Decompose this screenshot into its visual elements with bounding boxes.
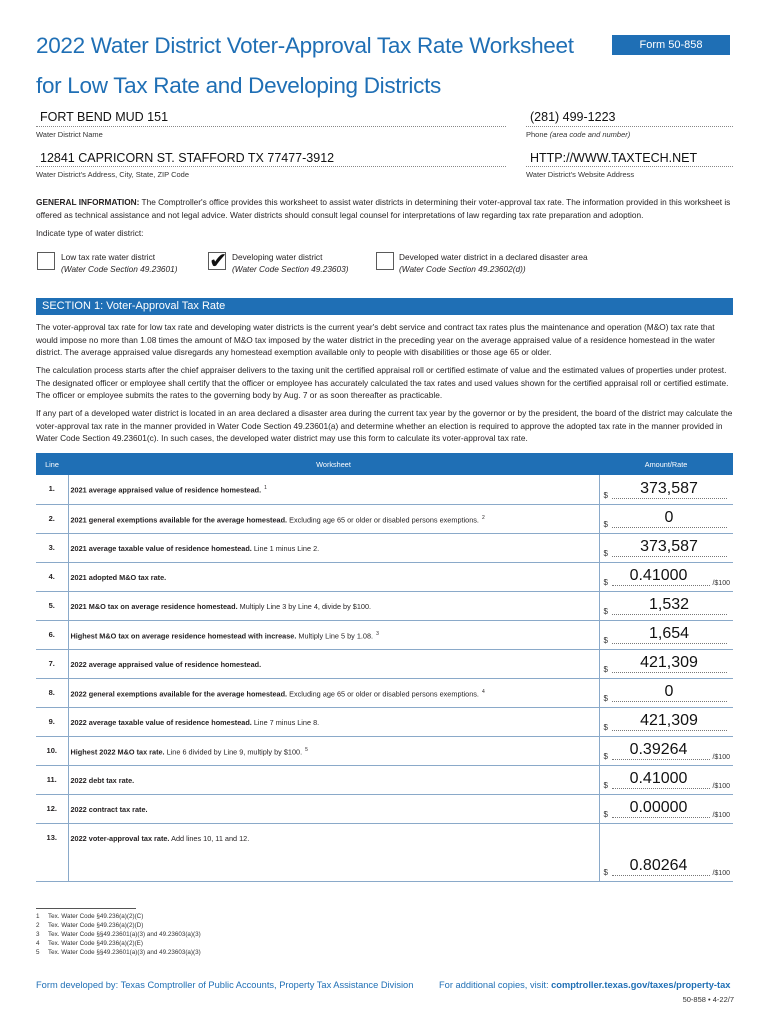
amount-underline — [612, 643, 727, 644]
line-number: 9. — [36, 707, 68, 736]
section-1-paragraph-1: The voter-approval tax rate for low tax rate and developing water districts is the current year's debt service and contract tax rates plus the maintenance and operation (M&O) tax rate that would impose no more than 1.08 times the amount of M&O tax imposed by the water district in the preceding year on the average appraised value of a residence homestead in the water district. The average appraised value disregards any homestead exemption available only to people with disabilities or those age 65 or older. — [36, 322, 715, 357]
amount-underline — [612, 788, 710, 789]
amount-cell — [599, 794, 733, 823]
amount-cell — [599, 736, 733, 765]
website-value[interactable]: HTTP://WWW.TAXTECH.NET — [530, 151, 698, 165]
line-description: 2022 voter-approval tax rate. Add lines 10, 11 and 12. — [68, 823, 599, 881]
line-description: 2021 M&O tax on average residence homestead. Multiply Line 3 by Line 4, divide by $100. — [68, 591, 599, 620]
amount-underline — [612, 875, 710, 876]
currency-symbol: $ — [603, 809, 608, 819]
amount-cell — [599, 765, 733, 794]
line-description: 2021 average appraised value of residence homestead. $^1$ — [68, 475, 599, 504]
line-number: 8. — [36, 678, 68, 707]
checkmark-icon: ✔ — [209, 249, 228, 274]
currency-symbol: $ — [603, 519, 608, 529]
table-row — [36, 475, 733, 504]
table-row — [36, 678, 733, 707]
table-row — [36, 591, 733, 620]
amount-value[interactable]: 0 — [664, 508, 674, 526]
line-number: 4. — [36, 562, 68, 591]
currency-symbol: $ — [603, 548, 608, 558]
amount-cell — [599, 533, 733, 562]
line-description: 2022 contract tax rate. — [68, 794, 599, 823]
district-name-line — [36, 126, 506, 127]
form-code: 50-858 • 4-22/7 — [682, 995, 734, 1004]
amount-cell — [599, 562, 733, 591]
footnote: 4 Tex. Water Code §49.236(a)(2)(E) — [36, 940, 143, 947]
line-description: 2021 average taxable value of residence homestead. Line 1 minus Line 2. — [68, 533, 599, 562]
footnote-ref: 4 — [481, 688, 485, 695]
district-type-prompt: Indicate type of water district: — [36, 228, 144, 238]
form-number-badge: Form 50-858 — [612, 35, 730, 55]
section-1-paragraph-3: If any part of a developed water district is located in an area declared a disaster area during the current tax year by the governor or by the president, the board of the district may calculate the voter-approval tax rate in the manner provided in Water Code Section 49.23601(a) and determine whether an election is required to approve the adopted tax rate in the manner provided in Water Code Section 49.23601(c). In such cases, the developed water district may use this form to calculate its voter-approval tax rate. — [36, 408, 733, 443]
amount-value[interactable]: 0.00000 — [629, 798, 688, 816]
address-line — [36, 166, 506, 167]
developing-district-label: Developing water district (Water Code Section 49.23603) — [232, 252, 349, 274]
footer-credit: Form developed by: Texas Comptroller of Public Accounts, Property Tax Assistance Division — [36, 980, 414, 990]
rate-unit: /$100 — [712, 869, 730, 877]
worksheet-table — [36, 453, 733, 882]
developed-disaster-label: Developed water district in a declared disaster area (Water Code Section 49.23602(d)) — [399, 252, 588, 274]
phone-label: Phone (area code and number) — [526, 130, 631, 139]
section-1-paragraph-2: The calculation process starts after the chief appraiser delivers to the taxing unit the certified appraisal roll or certified estimate of value and the estimated values of properties under protest. The designated officer or employee shall certify that the officer or employee has accurately calculated the tax rates and used values shown for the certified appraisal roll or certified estimate. The officer or employee submits the rates to the governing body by Aug. 7 or as soon thereafter as practicable. — [36, 365, 729, 400]
amount-value[interactable]: 373,587 — [640, 537, 698, 555]
amount-cell — [599, 504, 733, 533]
footnote-ref: 1 — [264, 485, 267, 491]
amount-value[interactable]: 0.80264 — [629, 856, 688, 874]
footer-link[interactable]: comptroller.texas.gov/taxes/property-tax — [551, 980, 731, 990]
table-row — [36, 765, 733, 794]
amount-underline — [612, 672, 727, 673]
table-row — [36, 562, 733, 591]
line-number: 11. — [36, 765, 68, 794]
table-row — [36, 620, 733, 649]
line-description: Highest M&O tax on average residence homestead with increase. Multiply Line 5 by 1.08. $^3$ — [68, 620, 599, 649]
table-row — [36, 823, 733, 881]
currency-symbol: $ — [603, 490, 608, 500]
address-label: Water District's Address, City, State, ZIP Code — [36, 170, 190, 179]
col-header-amount: Amount/Rate — [599, 453, 733, 475]
district-name-label: Water District Name — [36, 130, 103, 139]
table-row — [36, 736, 733, 765]
currency-symbol: $ — [603, 867, 608, 877]
footnote-ref: 5 — [305, 746, 308, 753]
amount-underline — [612, 701, 727, 702]
district-name-value[interactable]: FORT BEND MUD 151 — [40, 110, 169, 124]
amount-cell — [599, 620, 733, 649]
line-description: 2021 general exemptions available for the average homestead. Excluding age 65 or older or disabled persons exemptions. $^2$ — [68, 504, 599, 533]
footnote: 3 Tex. Water Code §§49.23601(a)(3) and 49.23603(a)(3) — [36, 931, 201, 938]
amount-value[interactable]: 1,532 — [648, 595, 690, 613]
footnote-ref: 3 — [376, 630, 379, 637]
line-number: 3. — [36, 533, 68, 562]
amount-underline — [612, 759, 710, 760]
amount-cell — [599, 649, 733, 678]
line-number: 1. — [36, 475, 68, 504]
developing-district-checkbox[interactable] — [208, 249, 228, 274]
currency-symbol: $ — [603, 722, 608, 732]
rate-unit: /$100 — [712, 579, 730, 587]
amount-underline — [612, 527, 727, 528]
amount-value[interactable]: 373,587 — [640, 479, 698, 497]
line-description: 2022 average taxable value of residence homestead. Line 7 minus Line 8. — [68, 707, 599, 736]
currency-symbol: $ — [603, 780, 608, 790]
amount-cell — [599, 591, 733, 620]
line-description: 2022 general exemptions available for the average homestead. Excluding age 65 or older or disabled persons exemptions. $^4$ — [68, 678, 599, 707]
amount-cell — [599, 707, 733, 736]
currency-symbol: $ — [603, 606, 608, 616]
amount-underline — [612, 585, 710, 586]
line-description: 2022 average appraised value of residence homestead. — [68, 649, 599, 678]
table-row — [36, 794, 733, 823]
amount-value[interactable]: 0 — [664, 682, 674, 700]
currency-symbol: $ — [603, 693, 608, 703]
low-tax-rate-label: Low tax rate water district (Water Code Section 49.23601) — [61, 252, 178, 274]
rate-unit: /$100 — [712, 782, 730, 790]
line-number: 2. — [36, 504, 68, 533]
address-value[interactable]: 12841 CAPRICORN ST. STAFFORD TX 77477-3912 — [40, 151, 335, 165]
low-tax-rate-checkbox[interactable] — [37, 252, 55, 270]
amount-underline — [612, 730, 727, 731]
line-description: Highest 2022 M&O tax rate. Line 6 divided by Line 9, multiply by $100. $^5$ — [68, 736, 599, 765]
page-title-line1: 2022 Water District Voter-Approval Tax Rate Worksheet — [36, 33, 574, 58]
footnote: 1 Tex. Water Code §49.236(a)(2)(C) — [36, 913, 144, 920]
currency-symbol: $ — [603, 577, 608, 587]
amount-underline — [612, 614, 727, 615]
amount-value[interactable]: 0.39264 — [629, 740, 688, 758]
table-row — [36, 504, 733, 533]
table-row — [36, 707, 733, 736]
table-row — [36, 533, 733, 562]
rate-unit: /$100 — [712, 753, 730, 761]
line-number: 5. — [36, 591, 68, 620]
amount-cell — [599, 823, 733, 881]
amount-value[interactable]: 0.41000 — [629, 769, 688, 787]
amount-cell — [599, 475, 733, 504]
developed-disaster-checkbox[interactable] — [376, 252, 394, 270]
line-number: 13. — [36, 823, 68, 881]
footnote-divider — [36, 908, 136, 909]
currency-symbol: $ — [603, 664, 608, 674]
amount-value[interactable]: 0.41000 — [629, 566, 688, 584]
amount-value[interactable]: 421,309 — [640, 653, 698, 671]
rate-unit: /$100 — [712, 811, 730, 819]
currency-symbol: $ — [603, 751, 608, 761]
currency-symbol: $ — [603, 635, 608, 645]
amount-cell — [599, 678, 733, 707]
amount-underline — [612, 498, 727, 499]
line-number: 10. — [36, 736, 68, 765]
website-line — [526, 166, 733, 167]
amount-underline — [612, 556, 727, 557]
amount-value[interactable]: 421,309 — [640, 711, 698, 729]
section-1-header: SECTION 1: Voter-Approval Tax Rate — [36, 298, 733, 315]
line-description: 2021 adopted M&O tax rate. — [68, 562, 599, 591]
col-header-line: Line — [36, 453, 68, 475]
line-number: 6. — [36, 620, 68, 649]
footer-copies: For additional copies, visit: comptroller.texas.gov/taxes/property-tax — [439, 980, 731, 990]
phone-line — [526, 126, 733, 127]
line-number: 7. — [36, 649, 68, 678]
phone-value[interactable]: (281) 499-1223 — [530, 110, 616, 124]
footnote: 2 Tex. Water Code §49.236(a)(2)(D) — [36, 922, 144, 929]
line-number: 12. — [36, 794, 68, 823]
line-description: 2022 debt tax rate. — [68, 765, 599, 794]
col-header-worksheet: Worksheet — [68, 453, 599, 475]
table-row — [36, 649, 733, 678]
website-label: Water District's Website Address — [526, 170, 635, 179]
footnote-ref: 2 — [481, 514, 485, 521]
general-information: GENERAL INFORMATION: The Comptroller's office provides this worksheet to assist water districts in determining their voter-approval tax rate. The information provided in this worksheet is offered as technical assistance and not legal advice. Water districts should consult legal counsel for interpretations of law regarding tax rate preparation and adoption. — [36, 197, 731, 220]
amount-underline — [612, 817, 710, 818]
page-title-line2: for Low Tax Rate and Developing Districts — [36, 73, 441, 98]
amount-value[interactable]: 1,654 — [648, 624, 690, 642]
footnote: 5 Tex. Water Code §§49.23601(a)(3) and 49.23603(a)(3) — [36, 949, 201, 956]
